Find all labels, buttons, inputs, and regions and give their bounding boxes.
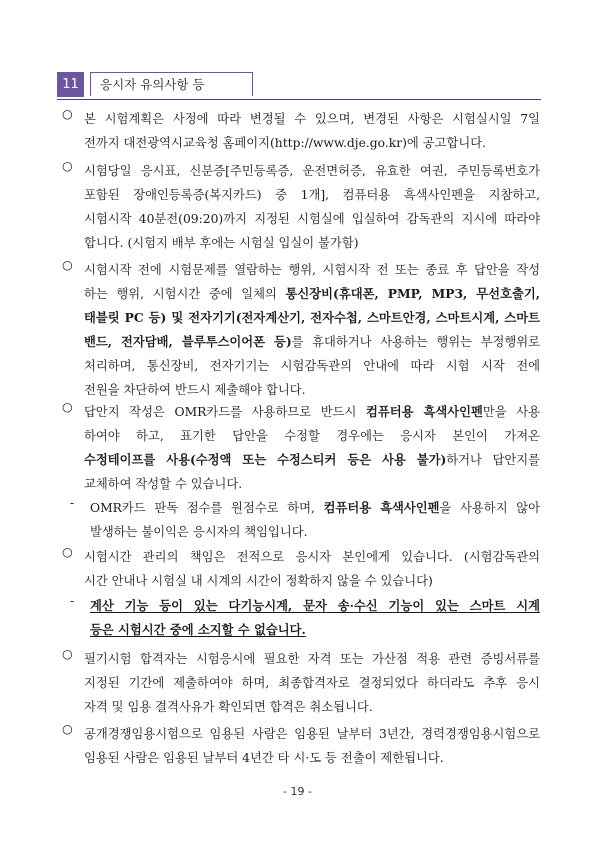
text-line: 답안지 작성은 OMR카드를 사용하므로 반드시 컴퓨터용 흑색사인펜만을 사용: [84, 404, 540, 419]
bullet-dash-icon: -: [70, 594, 75, 608]
text-line: 발생하는 불이익은 응시자의 책임입니다.: [90, 525, 308, 539]
text-line: 처리하며, 통신장비, 전자기기는 시험감독관의 안내에 따라 시험 시작 전에: [84, 359, 540, 373]
section-header: [57, 70, 541, 100]
text-line: 필기시험 합격자는 시험응시에 필요한 자격 또는 가산점 적용 관련 증빙서류를: [84, 652, 540, 666]
section-title: 응시자 유의사항 등: [90, 72, 253, 96]
notice-transfer-limit: [62, 722, 540, 770]
text-line: 공개경쟁임용시험으로 임용된 사람은 임용된 날부터 3년간, 경력경쟁임용시험으로: [84, 727, 540, 741]
text-line: 시험시작 40분전(09:20)까지 지정된 시험실에 입실하여 감독관의 지시에 따라야: [84, 212, 540, 226]
text-line: 하여야 하고, 표기한 답안을 수정할 경우에는 응시자 본인이 가져온: [84, 429, 540, 443]
text-line: 지정된 기간에 제출하여야 하며, 최종합격자로 결정되었다 하더라도 추후 응시: [84, 676, 540, 690]
bullet-circle-icon: ○: [62, 107, 73, 121]
text-line: 시간 안내나 시험실 내 시계의 시간이 정확하지 않을 수 있습니다): [84, 574, 433, 588]
notice-answer-sheet: [62, 400, 540, 496]
text-line: OMR카드 판독 점수를 원점수로 하며, 컴퓨터용 흑색사인펜을 사용하지 않아: [90, 500, 540, 515]
text-line: 시험시간 관리의 책임은 전적으로 응시자 본인에게 있습니다. (시험감독관의: [84, 550, 540, 564]
notice-exam-day: [62, 159, 540, 255]
text-line: 등은 시험시간 중에 소지할 수 없습니다.: [90, 622, 306, 637]
text-line: 시험시작 전에 시험문제를 열람하는 행위, 시험시작 전 또는 종료 후 답안을 작성: [84, 263, 540, 277]
bullet-circle-icon: ○: [62, 159, 73, 173]
bullet-circle-icon: ○: [62, 400, 73, 414]
bullet-circle-icon: ○: [62, 647, 73, 661]
bullet-circle-icon: ○: [62, 722, 73, 736]
text-line: 하는 행위, 시험시간 중에 일체의 통신장비(휴대폰, PMP, MP3, 무선호출기,: [84, 286, 540, 301]
text-line: 본 시험계획은 사정에 따라 변경될 수 있으며, 변경된 사항은 시험실시일 7일: [84, 112, 540, 126]
text-line: 시험당일 응시표, 신분증[주민등록증, 운전면허증, 유효한 여권, 주민등록번호가: [84, 164, 540, 178]
text-line: 계산 기능 등이 있는 다기능시계, 문자 송·수신 기능이 있는 스마트 시계: [90, 598, 540, 613]
notice-time-management: [62, 545, 540, 593]
text-line: 자격 및 임용 결격사유가 확인되면 합격은 취소됩니다.: [84, 700, 373, 714]
notice-misconduct: [62, 258, 540, 402]
bullet-dash-icon: -: [70, 496, 75, 510]
text-line: 합니다. (시험지 배부 후에는 시험실 입실이 불가함): [84, 236, 359, 250]
page-number: - 19 -: [283, 785, 312, 798]
text-line: 전원을 차단하여 반드시 제출해야 합니다.: [84, 383, 306, 397]
text-line: 임용된 사람은 임용된 날부터 4년간 타 시·도 등 전출이 제한됩니다.: [84, 751, 444, 765]
text-line: 교체하여 작성할 수 있습니다.: [84, 477, 243, 491]
text-line: 태블릿 PC 등) 및 전자기기(전자계산기, 전자수첩, 스마트안경, 스마트시계, 스마트: [84, 310, 540, 325]
text-line: 전까지 대전광역시교육청 홈페이지(http://www.dje.go.kr)에 공고합니다.: [84, 136, 486, 150]
note-omr-scoring: [62, 496, 540, 544]
notice-documents: [62, 647, 540, 719]
bullet-circle-icon: ○: [62, 258, 73, 272]
text-line: 밴드, 전자담배, 블루투스이어폰 등)를 휴대하거나 사용하는 행위는 부정행위로: [84, 334, 540, 349]
note-smart-watch: [62, 594, 540, 642]
notice-schedule-change: [62, 107, 540, 155]
text-line: 수정테이프를 사용(수정액 또는 수정스티커 등은 사용 불가)하거나 답안지를: [84, 452, 540, 467]
text-line: 포함된 장애인등록증(복지카드) 중 1개], 컴퓨터용 흑색사인펜을 지참하고,: [84, 188, 540, 202]
section-number: 11: [57, 72, 84, 97]
bullet-circle-icon: ○: [62, 545, 73, 559]
